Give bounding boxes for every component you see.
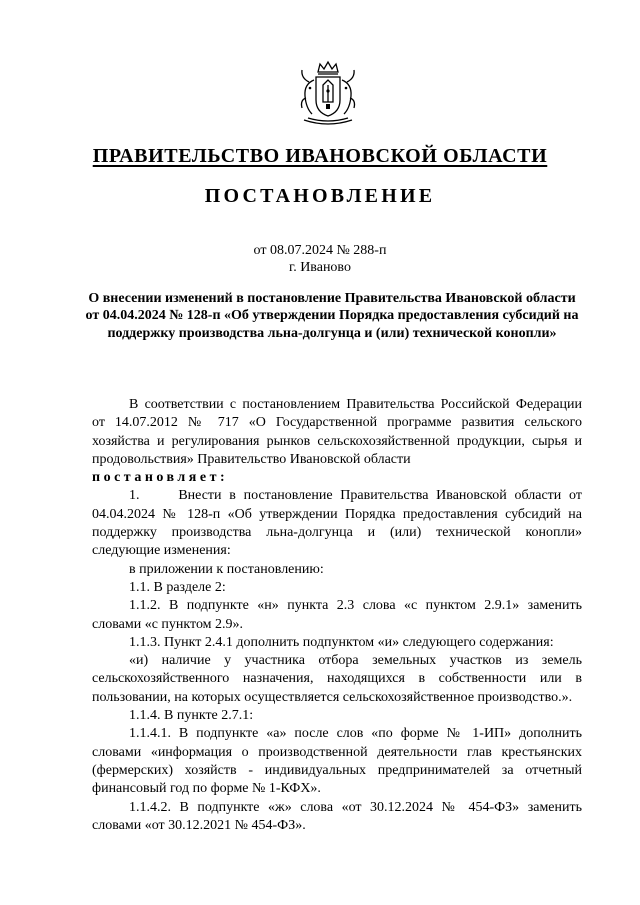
paragraph-1-1: 1.1. В разделе 2:	[129, 579, 226, 595]
document-body	[92, 396, 582, 835]
paragraph-quote-i: «и) наличие у участника отбора земельных участков из земель сельскохозяйственного назначения, находящихся в собственности или в пользовании, на которых осуществляется сельскохозяйственное производство.».	[92, 653, 582, 705]
paragraph-1-1-4: 1.1.4. В пункте 2.7.1:	[129, 708, 254, 724]
preamble-paragraph: В соответствии с постановлением Правительства Российской Федерации от 14.07.2012 № 717 «О Государственной программе развития сельского хозяйства и регулирования рынков сельскохозяйственной продукции, сырья и продовольствия» Правительство Ивановской области	[92, 397, 582, 467]
paragraph-1-1-2: 1.1.2. В подпункте «н» пункта 2.3 слова «с пунктом 2.9.1» заменить словами «с пунктом 2.9».	[92, 598, 582, 632]
government-title: ПРАВИТЕЛЬСТВО ИВАНОВСКОЙ ОБЛАСТИ	[92, 145, 548, 167]
paragraph-1-1-3: 1.1.3. Пункт 2.4.1 дополнить подпунктом «и» следующего содержания:	[129, 634, 554, 650]
paragraph-1: 1. Внести в постановление Правительства Ивановской области от 04.04.2024 № 128-п «Об утверждении Порядка предоставления субсидий на поддержку производства льна-долгунца и (или) технической конопли» следующие изменения:	[92, 488, 582, 559]
city-line: г. Иваново	[289, 260, 351, 275]
coat-of-arms-emblem	[296, 58, 360, 130]
paragraph-1-1-4-2: 1.1.4.2. В подпункте «ж» слова «от 30.12.2024 № 454-ФЗ» заменить словами «от 30.12.2021 № 454-ФЗ».	[92, 799, 582, 833]
resolution-title: О внесении изменений в постановление Правительства Ивановской области от 04.04.2024 № 128-п «Об утверждении Порядка предоставления субсидий на поддержку производства льна-долгунца и (или) технической конопли»	[85, 291, 579, 341]
date-number-line: от 08.07.2024 № 288-п	[253, 243, 387, 258]
paragraph-1-1-4-1: 1.1.4.1. В подпункте «а» после слов «по форме № 1-ИП» дополнить словами «информация о производственной деятельности глав крестьянских (фермерских) хозяйств - индивидуальных предпринимателей за отчетный финансовый год по форме № 1-КФХ».	[92, 726, 582, 797]
document-type-title: ПОСТАНОВЛЕНИЕ	[204, 185, 436, 207]
resolves-word: постановляет:	[92, 470, 229, 486]
paragraph-appendix: в приложении к постановлению:	[129, 561, 324, 577]
